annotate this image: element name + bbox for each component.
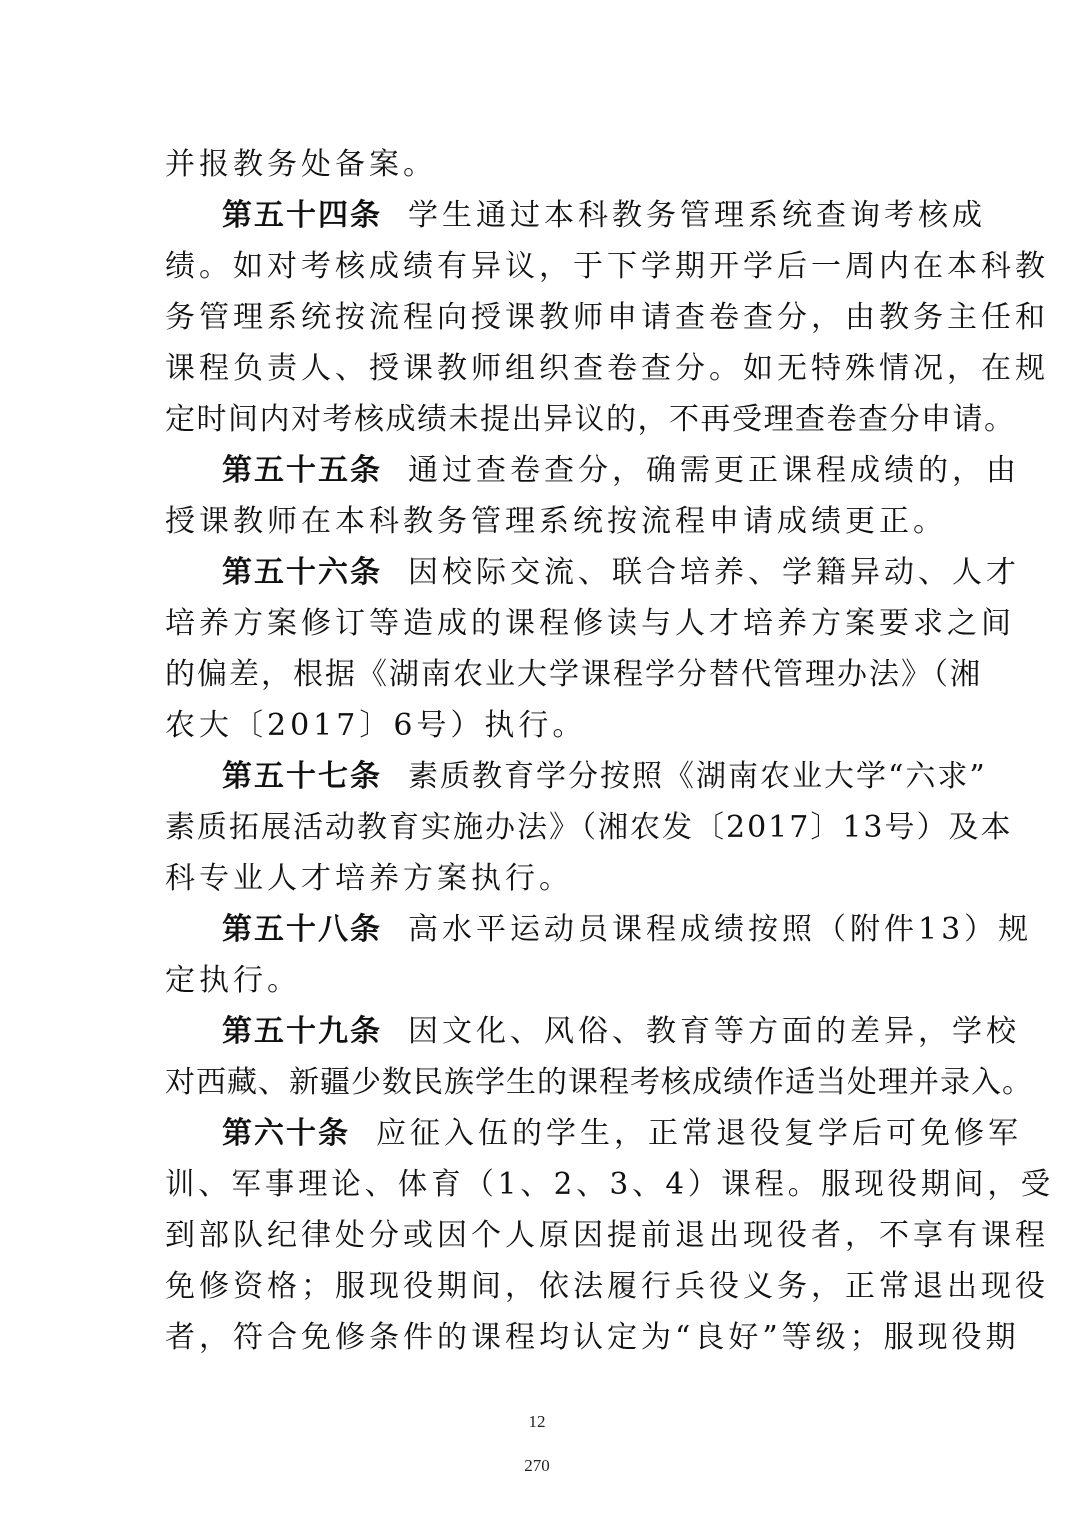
article-number: 第六十条 [222,1116,350,1151]
line-text: 者，符合免修条件的课程均认定为“良好”等级；服现役期 [165,1320,1020,1355]
text-line [0,699,1074,753]
line-text: 授课教师在本科教务管理系统按流程申请成绩更正。 [165,504,947,539]
article-line [0,903,1074,957]
text-line [0,1311,1074,1365]
text-line [0,648,1074,702]
text-line [0,138,1074,192]
text-line [0,1056,1074,1110]
line-text: 定执行。 [165,963,301,998]
article-number: 第五十七条 [222,759,382,794]
article-line [0,750,1074,804]
article-line [0,189,1074,243]
line-text: 务管理系统按流程向授课教师申请查卷查分，由教务主任和 [165,300,1049,335]
article-number: 第五十六条 [222,555,382,590]
line-text: 素质拓展活动教育实施办法》（湘农发〔2017〕13号）及本 [165,810,1013,845]
line-text: 科专业人才培养方案执行。 [165,861,573,896]
text-line [0,801,1074,855]
line-text: 训、军事理论、体育（1、2、3、4）课程。服现役期间，受 [165,1167,1055,1202]
text-line [0,291,1074,345]
line-text: 因文化、风俗、教育等方面的差异，学校 [408,1014,1020,1049]
line-text: 因校际交流、联合培养、学籍异动、人才 [408,555,1020,590]
line-text: 学生通过本科教务管理系统查询考核成 [408,198,986,233]
text-line [0,1158,1074,1212]
article-line [0,444,1074,498]
line-text: 绩。如对考核成绩有异议，于下学期开学后一周内在本科教 [165,249,1049,284]
article-number: 第五十四条 [222,198,382,233]
article-number: 第五十九条 [222,1014,382,1049]
line-text: 到部队纪律处分或因个人原因提前退出现役者，不享有课程 [165,1218,1049,1253]
line-text: 农大〔2017〕6号）执行。 [165,708,587,743]
line-text: 素质教育学分按照《湖南农业大学“六求” [408,759,987,794]
text-line [0,393,1074,447]
line-text: 通过查卷查分，确需更正课程成绩的，由 [408,453,1020,488]
total-page-number: 270 [524,1456,550,1475]
line-text: 应征入伍的学生，正常退役复学后可免修军 [376,1116,1022,1151]
line-text: 对西藏、新疆少数民族学生的课程考核成绩作适当处理并录入。 [165,1065,1033,1100]
text-line [0,852,1074,906]
line-text: 的偏差，根据《湖南农业大学课程学分替代管理办法》（湘 [165,657,982,692]
article-line [0,1107,1074,1161]
text-line [0,954,1074,1008]
text-line [0,1209,1074,1263]
page-number: 12 [528,1412,546,1431]
text-line [0,342,1074,396]
article-line [0,1005,1074,1059]
line-text: 免修资格；服现役期间，依法履行兵役义务，正常退出现役 [165,1269,1049,1304]
line-text: 并报教务处备案。 [165,147,437,182]
article-number: 第五十八条 [222,912,382,947]
line-text: 课程负责人、授课教师组织查卷查分。如无特殊情况，在规 [165,351,1049,386]
text-line [0,240,1074,294]
line-text: 定时间内对考核成绩未提出异议的，不再受理查卷查分申请。 [165,402,1016,437]
text-line [0,597,1074,651]
article-line [0,546,1074,600]
line-text: 高水平运动员课程成绩按照（附件13）规 [408,912,1033,947]
text-line [0,495,1074,549]
text-line [0,1260,1074,1314]
article-number: 第五十五条 [222,453,382,488]
line-text: 培养方案修订等造成的课程修读与人才培养方案要求之间 [165,606,1015,641]
